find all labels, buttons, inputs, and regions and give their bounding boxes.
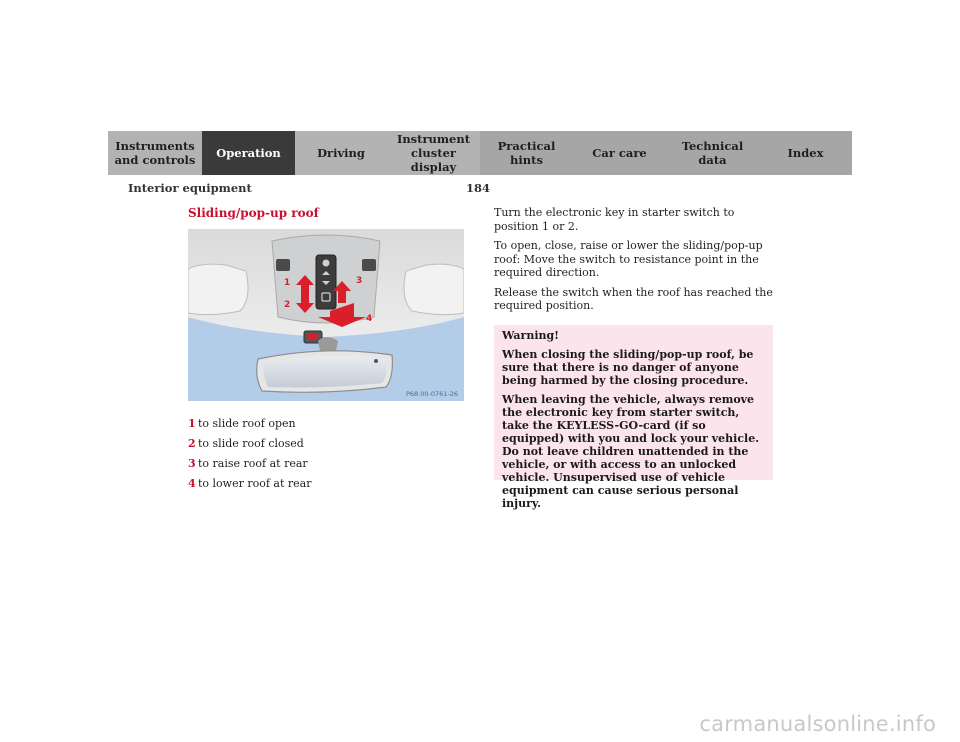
tab-index[interactable]: Index bbox=[759, 131, 852, 175]
tab-instrument-cluster-display[interactable]: Instrument cluster display bbox=[387, 131, 480, 175]
callout-1: 1 bbox=[284, 278, 291, 288]
page-number: 184 bbox=[466, 181, 491, 195]
section-title: Interior equipment bbox=[128, 181, 252, 195]
tab-technical-data[interactable]: Technical data bbox=[666, 131, 759, 175]
callout-4: 4 bbox=[366, 314, 373, 324]
callout-3: 3 bbox=[356, 276, 363, 286]
legend-text: to lower roof at rear bbox=[198, 477, 312, 490]
legend-text: to raise roof at rear bbox=[198, 457, 308, 470]
tab-driving[interactable]: Driving bbox=[295, 131, 387, 175]
warning-paragraph: When leaving the vehicle, always remove the electronic key from starter switch, take the KEYLESS-GO-card (if so equipped) with you and lock your vehicle. Do not leave children unattended in the vehicle, or with access to an unlocked vehicle. Unsupervised use of vehicle equipment can cause serious personal injury. bbox=[502, 393, 760, 510]
instruction-paragraph: Release the switch when the roof has reached the required position. bbox=[494, 285, 773, 312]
legend-number: 4 bbox=[188, 477, 196, 490]
legend-item bbox=[188, 414, 312, 434]
legend-item bbox=[188, 474, 312, 494]
instruction-paragraph: Turn the electronic key in starter switch to position 1 or 2. bbox=[494, 206, 735, 233]
legend-text: to slide roof open bbox=[198, 417, 296, 430]
legend-number: 3 bbox=[188, 457, 196, 470]
chapter-nav bbox=[108, 131, 852, 175]
tab-instruments-and-controls[interactable]: Instruments and controls bbox=[108, 131, 202, 175]
instruction-paragraph: To open, close, raise or lower the sliding/pop-up roof: Move the switch to resistance point in the required direction. bbox=[494, 239, 763, 279]
callout-2: 2 bbox=[284, 300, 291, 310]
roof-switch-illustration bbox=[188, 229, 464, 401]
tab-practical-hints[interactable]: Practical hints bbox=[480, 131, 573, 175]
roof-switch-figure bbox=[188, 229, 464, 401]
legend-number: 2 bbox=[188, 437, 196, 450]
figure-code: P68.00-0761-26 bbox=[405, 390, 458, 398]
watermark: carmanualsonline.info bbox=[699, 712, 936, 736]
warning-box bbox=[494, 325, 773, 510]
legend-item bbox=[188, 434, 312, 454]
reading-light-icon bbox=[276, 259, 290, 271]
warning-title: Warning! bbox=[502, 329, 560, 342]
tab-car-care[interactable]: Car care bbox=[573, 131, 666, 175]
tab-operation[interactable]: Operation bbox=[202, 131, 295, 175]
subheading-sliding-roof: Sliding/pop-up roof bbox=[188, 206, 319, 220]
warning-paragraph: When closing the sliding/pop-up roof, be sure that there is no danger of anyone being harmed by the closing procedure. bbox=[502, 348, 754, 387]
instructions-text bbox=[494, 206, 774, 319]
reading-light-icon bbox=[362, 259, 376, 271]
figure-legend bbox=[188, 414, 312, 494]
legend-text: to slide roof closed bbox=[198, 437, 304, 450]
legend-number: 1 bbox=[188, 417, 196, 430]
legend-item bbox=[188, 454, 312, 474]
